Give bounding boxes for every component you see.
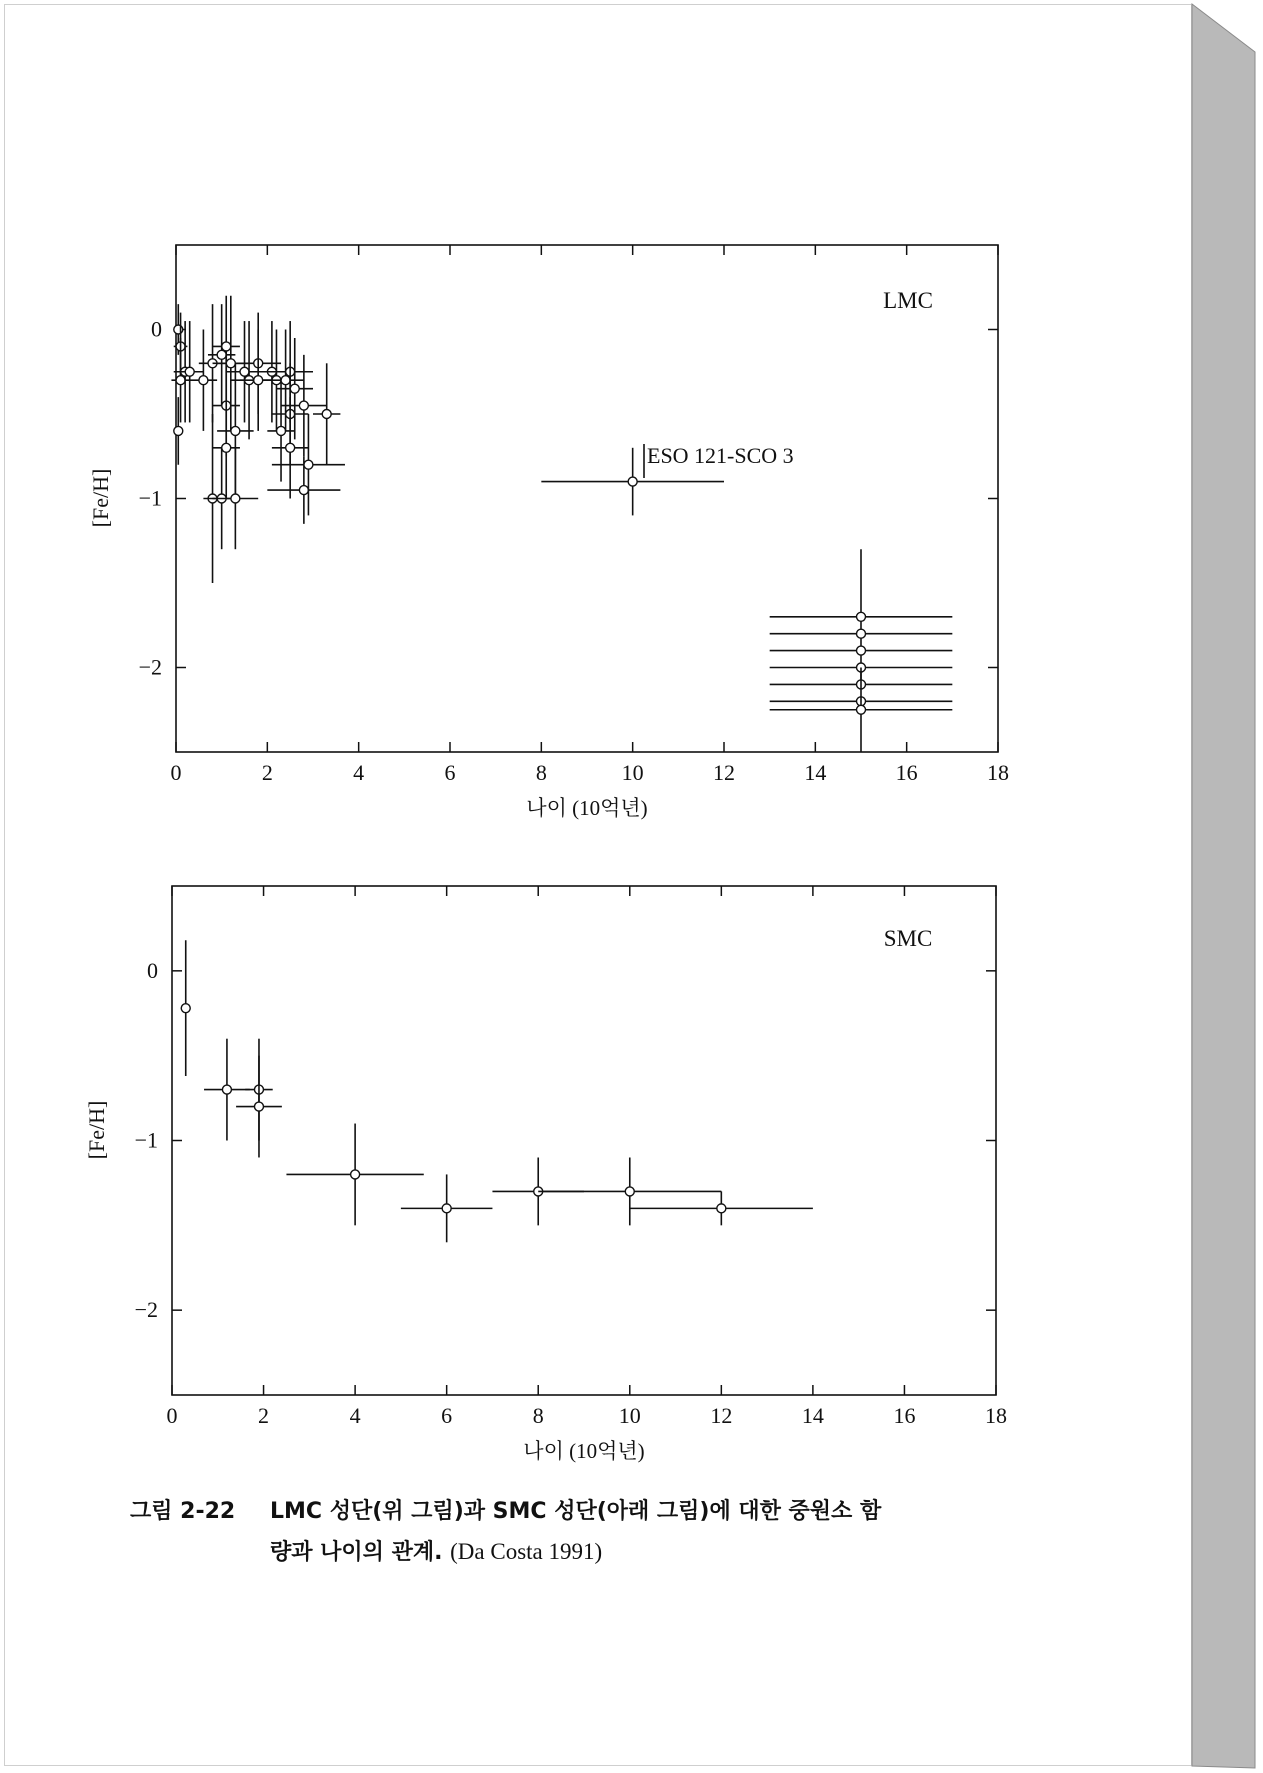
y-tick-label: −1 xyxy=(134,1127,158,1153)
smc-x-axis-label: 나이 (10억년) xyxy=(523,1439,645,1463)
data-point xyxy=(717,1204,726,1213)
y-tick-label: 0 xyxy=(151,316,162,342)
smc-data-points xyxy=(181,940,813,1242)
smc-y-tick-labels xyxy=(135,958,158,1322)
eso-121-sco-3-annotation: ESO 121-SCO 3 xyxy=(647,443,794,468)
x-tick-label: 12 xyxy=(710,1403,733,1428)
smc-ticks xyxy=(172,886,996,1395)
x-tick-label: 10 xyxy=(618,1403,641,1428)
x-tick-label: 14 xyxy=(801,1403,824,1428)
x-tick-label: 8 xyxy=(535,760,547,785)
x-tick-label: 18 xyxy=(985,1403,1007,1428)
x-tick-label: 0 xyxy=(166,1403,178,1428)
x-tick-label: 6 xyxy=(441,1403,453,1428)
caption-text-2: 량과 나이의 관계. xyxy=(270,1540,443,1565)
x-tick-label: 2 xyxy=(261,760,273,785)
x-tick-label: 12 xyxy=(713,760,735,785)
lmc-x-axis-label: 나이 (10억년) xyxy=(526,796,648,820)
data-point xyxy=(222,1085,231,1094)
data-point xyxy=(254,1102,263,1111)
y-tick-label: 0 xyxy=(147,957,158,983)
lmc-y-axis-label: [Fe/H] xyxy=(88,468,113,528)
smc-x-tick-labels xyxy=(167,1403,1008,1428)
x-tick-label: 4 xyxy=(353,760,365,785)
x-tick-label: 16 xyxy=(895,760,918,785)
data-point xyxy=(351,1170,360,1179)
smc-plot-frame xyxy=(172,886,996,1395)
x-tick-label: 2 xyxy=(258,1403,270,1428)
figure-number: 그림 2-22 xyxy=(130,1499,236,1524)
caption-line-1 xyxy=(130,1492,1010,1532)
x-tick-label: 0 xyxy=(170,760,182,785)
x-tick-label: 8 xyxy=(532,1403,544,1428)
x-tick-label: 16 xyxy=(893,1403,916,1428)
figure-caption xyxy=(130,1492,1010,1573)
x-tick-label: 18 xyxy=(987,760,1009,785)
smc-y-axis-label: [Fe/H] xyxy=(84,1100,109,1160)
x-tick-label: 10 xyxy=(621,760,644,785)
y-tick-label: −2 xyxy=(138,654,162,680)
x-tick-label: 14 xyxy=(804,760,827,785)
lmc-panel-label: LMC xyxy=(883,288,933,313)
data-point xyxy=(442,1204,451,1213)
caption-reference: (Da Costa 1991) xyxy=(450,1539,603,1564)
y-tick-label: −1 xyxy=(138,485,162,511)
x-tick-label: 6 xyxy=(444,760,456,785)
smc-panel-label: SMC xyxy=(883,926,933,951)
data-point xyxy=(181,1004,190,1013)
x-tick-label: 4 xyxy=(349,1403,361,1428)
caption-line-2 xyxy=(130,1532,1010,1573)
caption-text-1: LMC 성단(위 그림)과 SMC 성단(아래 그림)에 대한 중원소 함 xyxy=(270,1499,882,1524)
data-point xyxy=(625,1187,634,1196)
y-tick-label: −2 xyxy=(134,1297,158,1323)
